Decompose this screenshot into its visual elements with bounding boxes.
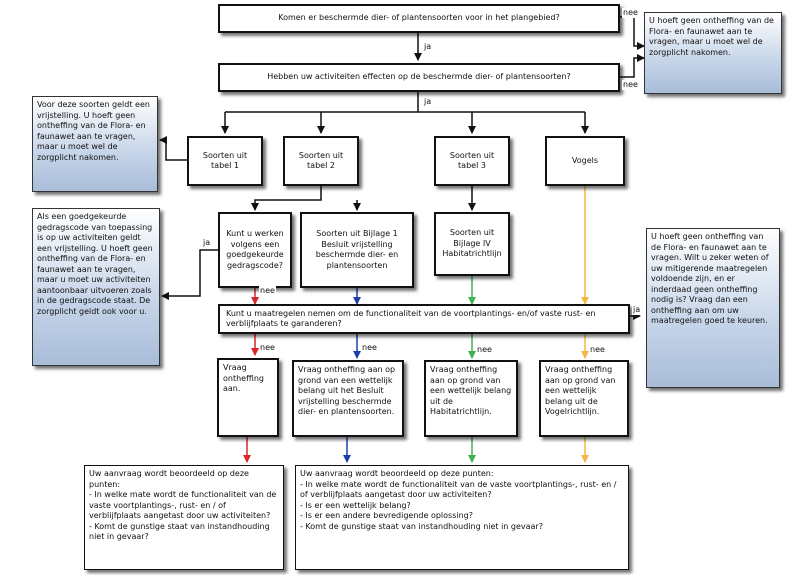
label-ja-q1: ja [424, 42, 432, 51]
info-measures-sufficient: U hoeft geen ontheffing van de Flora- en faunawet aan te vragen. Wilt u zeker weten of uw mitigerende maatregelen voldoende zijn, en er inderdaad geen ontheffing nodig is? Vraag dan een ontheffing aan om uw maatregelen goed te keuren. [646, 228, 780, 388]
request-habitatrichtlijn: Vraag ontheffing aan op grond van een wettelijk belang uit de Habitatrichtlijn. [424, 360, 518, 437]
label-ja-q2: ja [424, 97, 432, 106]
label-nee-blue: nee [362, 343, 377, 352]
label-nee-red: nee [260, 343, 275, 352]
info-tabel-1-exemption: Voor deze soorten geldt een vrijstelling. U hoeft geen ontheffing van de Flora- en faunawet aan te vragen, maar u moet wel de zorgplicht nakomen. [32, 96, 158, 192]
label-nee-yellow: nee [590, 345, 605, 354]
info-no-species: U hoeft geen ontheffing van de Flora- en faunawet aan te vragen, maar u moet wel de zorgplicht nakomen. [644, 12, 782, 94]
label-ja-gedragscode: ja [203, 238, 211, 247]
category-bijlage-1: Soorten uit Bijlage 1 Besluit vrijstelling beschermde dier- en plantensoorten [300, 212, 414, 288]
label-ja-q3: ja [633, 305, 641, 314]
category-bijlage-iv: Soorten uit Bijlage IV Habitatrichtlijn [434, 212, 510, 276]
label-nee-gedragscode: nee [260, 286, 275, 295]
request-bijlage-1: Vraag ontheffing aan op grond van een wettelijk belang uit het Besluit vrijstelling beschermde dier- en plantensoorten. [292, 360, 404, 437]
assessment-left: Uw aanvraag wordt beoordeeld op deze punten: - In welke mate wordt de functionaliteit van de vaste voortplantings-, rust- en / of verblijfplaats aangetast door uw activiteiten? - Komt de gunstige staat van instandhouding niet in gevaar? [84, 465, 284, 570]
question-protected-species-present: Komen er beschermde dier- of plantensoorten voor in het plangebied? [218, 4, 620, 33]
label-nee-green: nee [477, 345, 492, 354]
question-gedragscode: Kunt u werken volgens een goedgekeurde gedragscode? [218, 212, 292, 288]
assessment-right: Uw aanvraag wordt beoordeeld op deze punten: - In welke mate wordt de functionaliteit van de vaste voortplantings-, rust- en / of verblijfplaats aangetast door uw activiteiten? - Is er een wettelijk belang? - Is er een andere bevredigende oplossing? - Komt de gunstige staat van instandhouding niet in gevaar? [295, 465, 629, 570]
info-gedragscode-exemption: Als een goedgekeurde gedragscode van toepassing is op uw activiteiten geldt een vrijstelling. U hoeft geen ontheffing van de Flora- en faunawet aan te vragen, maar u moet uw activiteiten aantoonbaar uitvoeren zoals in de gedragscode staat. De zorgplicht geldt ook voor u. [32, 208, 160, 366]
request-vogelrichtlijn: Vraag ontheffing aan op grond van een wettelijk belang uit de Vogelrichtlijn. [539, 360, 629, 437]
request-general: Vraag ontheffing aan. [217, 358, 279, 437]
category-tabel-3: Soorten uit tabel 3 [434, 136, 510, 186]
question-functionality-measures: Kunt u maatregelen nemen om de functionaliteit van de voortplantings- en/of vaste rust- en verblijfplaats te garanderen? [218, 304, 630, 334]
category-tabel-1: Soorten uit tabel 1 [187, 136, 263, 186]
label-nee-q2: nee [623, 80, 638, 89]
category-tabel-2: Soorten uit tabel 2 [283, 136, 359, 186]
category-vogels: Vogels [545, 136, 625, 186]
label-nee-q1: nee [623, 8, 638, 17]
question-effects-on-species: Hebben uw activiteiten effecten op de beschermde dier- of plantensoorten? [218, 63, 620, 92]
